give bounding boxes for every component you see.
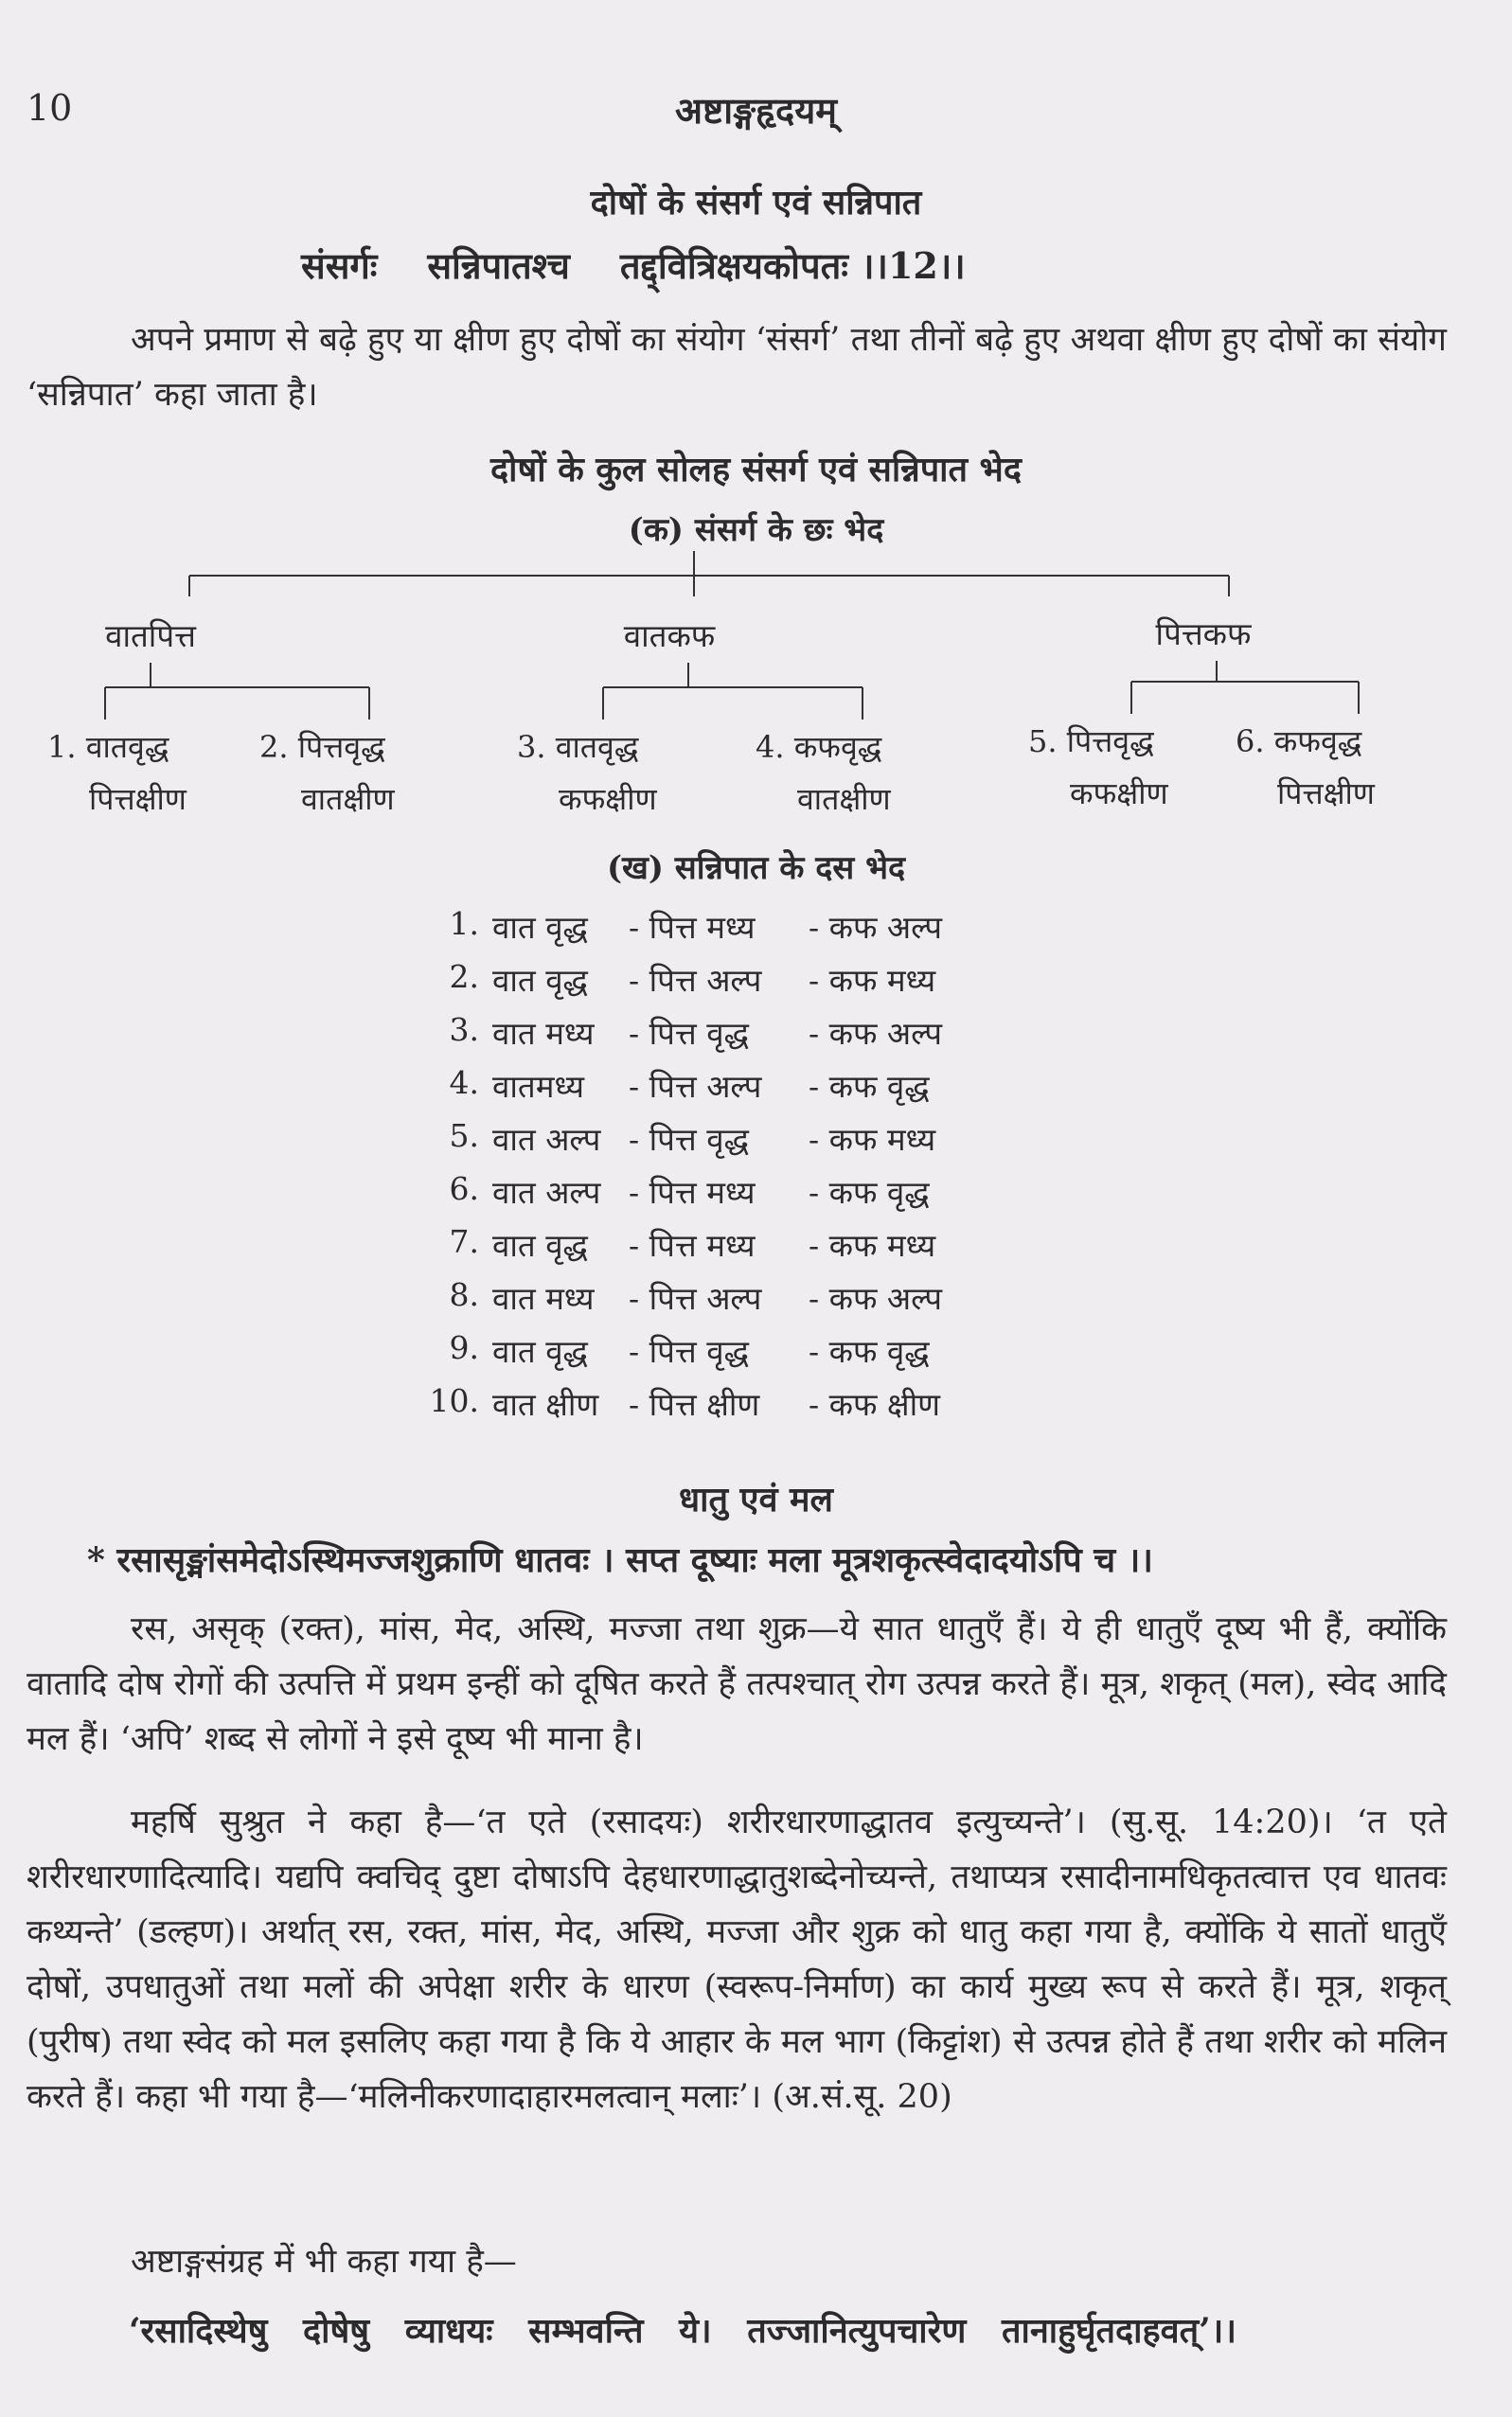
item-pitta: - पित्त वृद्ध <box>629 1121 749 1158</box>
item-kapha: - कफ अल्प <box>809 1280 943 1317</box>
section-heading-dhatu-mala: धातु एवं मल <box>679 1480 833 1520</box>
item-kapha: - कफ वृद्ध <box>809 1068 930 1105</box>
paragraph-text: रस, असृक् (रक्त), मांस, मेद, अस्थि, मज्जा तथा शुक्र—ये सात धातुएँ हैं। ये ही धातुएँ दूष्य भी हैं, क्योंकि वातादि दोष रोगों की उत्पत्ति में प्रथम इन्हीं को दूषित करते हैं तत्पश्चात् रोग उत्पन्न करते हैं। मूत्र, शकृत् (मल), स्वेद आदि मल हैं। ‘अपि’ शब्द से लोगों ने इसे दूष्य भी माना है। <box>27 1610 1447 1758</box>
tree-node-pittakapha: पित्तकफ <box>1155 615 1252 652</box>
tree-node-vatakapha: वातकफ <box>623 617 716 654</box>
paragraph-dhatu-explanation <box>27 1602 1447 1767</box>
leaf-line1: 2. पित्तवृद्ध <box>259 729 385 765</box>
item-number: 9. <box>449 1329 479 1366</box>
paragraph-text: अष्टाङ्गसंग्रह में भी कहा गया है— <box>131 2243 517 2281</box>
item-number: 4. <box>449 1064 479 1101</box>
verse-dhatu-mala: * रसासृङ्मांसमेदोऽस्थिमज्जशुक्राणि धातवः । सप्त दूष्याः मला मूत्रशकृत्स्वेदादयोऽपि च ।। <box>87 1540 1153 1580</box>
item-kapha: - कफ मध्य <box>809 1227 936 1264</box>
tree-node-vatapitta: वातपित्त <box>105 617 196 654</box>
section-heading-samsarga: दोषों के संसर्ग एवं सन्निपात <box>590 183 922 222</box>
item-vata: वात क्षीण <box>492 1386 599 1423</box>
leaf-line1: 3. वातवृद्ध <box>517 729 639 765</box>
item-pitta: - पित्त वृद्ध <box>629 1333 749 1370</box>
paragraph-text: महर्षि सुश्रुत ने कहा है—‘त एते (रसादयः) शरीरधारणाद्धातव इत्युच्यन्ते’। (सु.सू. 14:20)। ‘त एते शरीरधारणादित्यादि। यद्यपि क्वचिद् दुष्टा दोषाऽपि देहधारणाद्धातुशब्देनोच्यन्ते, तथाप्यत्र रसादीनामधिकृतत्वात्त एव धातवः कथ्यन्ते’ (डल्हण)। अर्थात् रस, रक्त, मांस, मेद, अस्थि, मज्जा और शुक्र को धातु कहा गया है, क्योंकि ये सातों धातुएँ दोषों, उपधातुओं तथा मलों की अपेक्षा शरीर के धारण (स्वरूप-निर्माण) का कार्य मुख्य रूप से करते हैं। मूत्र, शकृत् (पुरीष) तथा स्वेद को मल इसलिए कहा गया है कि ये आहार के मल भाग (किट्टांश) से उत्पन्न होते हैं तथा शरीर को मलिन करते हैं। कहा भी गया है—‘मलिनीकरणादाहारमलत्वान् मलाः’। (अ.सं.सू. 20) <box>27 1804 1447 2116</box>
item-kapha: - कफ क्षीण <box>809 1386 940 1423</box>
item-number: 1. <box>449 905 479 942</box>
item-vata: वात अल्प <box>492 1174 601 1211</box>
item-number: 10. <box>429 1382 479 1419</box>
running-title: अष्टाङ्गहृदयम् <box>675 89 837 132</box>
item-number: 3. <box>449 1011 479 1048</box>
tree-leaf-5 <box>1028 716 1168 820</box>
item-vata: वात वृद्ध <box>492 1333 588 1370</box>
leaf-line2: पित्तक्षीण <box>89 781 187 817</box>
item-vata: वात मध्य <box>492 1280 595 1317</box>
item-kapha: - कफ अल्प <box>809 1015 943 1052</box>
verse-12: संसर्गः सन्निपातश्च तद्द्वित्रिक्षयकोपतः ।।12।। <box>301 244 966 287</box>
leaf-line2: कफक्षीण <box>559 781 657 817</box>
item-pitta: - पित्त मध्य <box>629 1227 756 1264</box>
item-kapha: - कफ वृद्ध <box>809 1174 930 1211</box>
leaf-line2: वातक्षीण <box>797 781 891 817</box>
item-number: 2. <box>449 958 479 995</box>
item-kapha: - कफ मध्य <box>809 1121 936 1158</box>
item-pitta: - पित्त वृद्ध <box>629 1015 749 1052</box>
item-vata: वात अल्प <box>492 1121 601 1158</box>
paragraph-text: अपने प्रमाण से बढ़े हुए या क्षीण हुए दोषों का संयोग ‘संसर्ग’ तथा तीनों बढ़े हुए अथवा क्षीण हुए दोषों का संयोग ‘सन्निपात’ कहा जाता है। <box>27 321 1447 414</box>
leaf-line1: 1. वातवृद्ध <box>47 729 169 765</box>
section-heading-sixteen-types: दोषों के कुल सोलह संसर्ग एवं सन्निपात भेद <box>490 450 1022 489</box>
item-pitta: - पित्त अल्प <box>629 1068 762 1105</box>
item-number: 7. <box>449 1223 479 1260</box>
item-vata: वात वृद्ध <box>492 1227 588 1264</box>
page-number: 10 <box>27 87 73 129</box>
item-number: 5. <box>449 1117 479 1154</box>
item-vata: वात मध्य <box>492 1015 595 1052</box>
tree-leaf-4 <box>756 721 891 826</box>
tree-leaf-6 <box>1236 716 1375 820</box>
tree-leaf-2 <box>259 721 395 826</box>
item-pitta: - पित्त क्षीण <box>629 1386 760 1423</box>
tree-leaf-1 <box>47 721 187 826</box>
item-kapha: - कफ अल्प <box>809 909 943 946</box>
item-vata: वातमध्य <box>492 1068 584 1105</box>
tree-leaf-3 <box>517 721 657 826</box>
subheading-samsarga-six: (क) संसर्ग के छः भेद <box>628 511 884 549</box>
item-vata: वात वृद्ध <box>492 962 588 999</box>
item-kapha: - कफ मध्य <box>809 962 936 999</box>
item-pitta: - पित्त अल्प <box>629 962 762 999</box>
item-vata: वात वृद्ध <box>492 909 588 946</box>
paragraph-sushruta-quote <box>27 1795 1447 2124</box>
item-pitta: - पित्त मध्य <box>629 1174 756 1211</box>
item-kapha: - कफ वृद्ध <box>809 1333 930 1370</box>
leaf-line2: वातक्षीण <box>301 781 395 817</box>
leaf-line1: 5. पित्तवृद्ध <box>1028 723 1154 759</box>
item-pitta: - पित्त अल्प <box>629 1280 762 1317</box>
leaf-line2: पित्तक्षीण <box>1277 775 1375 811</box>
paragraph-ashtanga-sangraha <box>27 2234 1447 2289</box>
item-number: 8. <box>449 1276 479 1313</box>
subheading-sannipata-ten: (ख) सन्निपात के दस भेद <box>606 849 906 887</box>
leaf-line1: 6. कफवृद्ध <box>1236 723 1362 759</box>
item-number: 6. <box>449 1170 479 1207</box>
item-pitta: - पित्त मध्य <box>629 909 756 946</box>
leaf-line1: 4. कफवृद्ध <box>756 729 882 765</box>
leaf-line2: कफक्षीण <box>1070 775 1168 811</box>
verse-rasadistheshu: ‘रसादिस्थेषु दोषेषु व्याधयः सम्भवन्ति ये। तज्जानित्युपचारेण तानाहुर्घृतदाहवत्’।। <box>129 2311 1236 2351</box>
